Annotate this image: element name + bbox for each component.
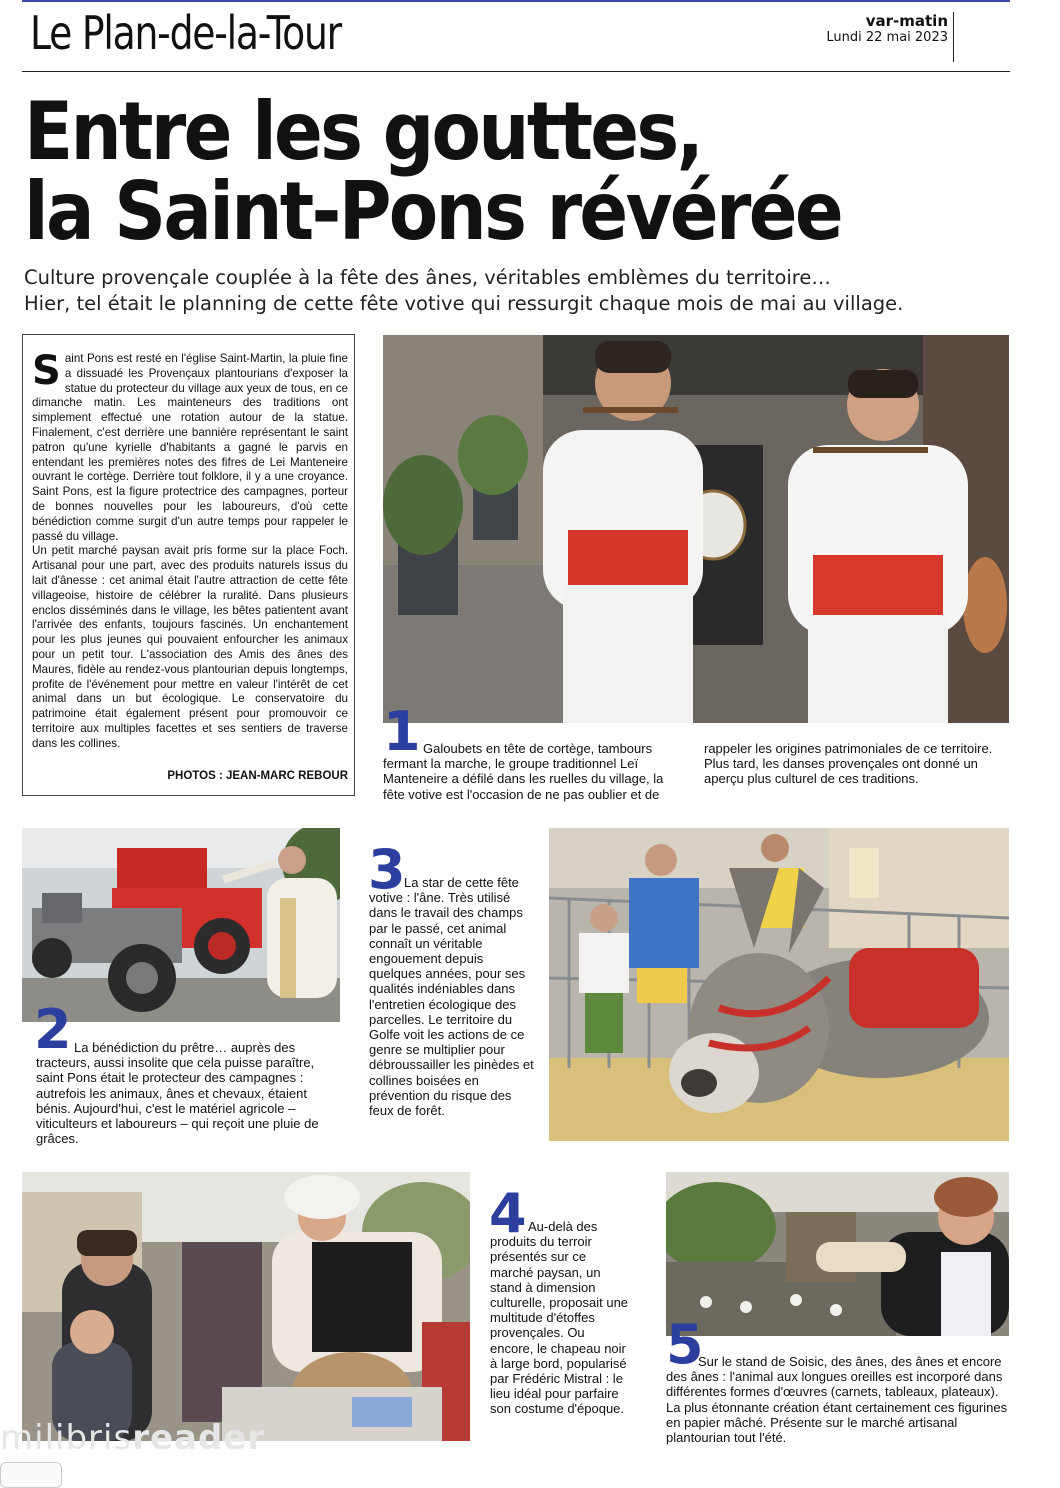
photo-fabrics-stand bbox=[22, 1172, 470, 1441]
headline-line-2: la Saint-Pons révérée bbox=[24, 165, 842, 258]
reader-watermark bbox=[0, 1418, 265, 1458]
article-body bbox=[32, 348, 348, 752]
deck-line-1: Culture provençale couplée à la fête des ânes, véritables emblèmes du territoire… bbox=[24, 266, 831, 289]
viewer-tab[interactable] bbox=[0, 1462, 62, 1488]
masthead-date: Lundi 22 mai 2023 bbox=[826, 30, 948, 45]
caption-1-col-1: Galoubets en tête de cortège, tambours fermant la marche, le groupe traditionnel Leï Manteneire a défilé dans les ruelles du village, la fête votive est l'occasion de ne pas oublier et de bbox=[383, 741, 664, 802]
article-dropcap: S bbox=[32, 348, 61, 394]
photo-donkey bbox=[549, 828, 1009, 1141]
caption-1-col-2: rappeler les origines patrimoniales de ce territoire. Plus tard, les danses provençales ont donné un aperçu plus culturel de ces traditions. bbox=[704, 741, 993, 787]
header-rule bbox=[22, 71, 1010, 72]
photo-tractors bbox=[22, 828, 340, 1022]
caption-5-text: Sur le stand de Soisic, des ânes, des ânes et encore des ânes : l'animal aux longues oreilles est incorporé dans différentes formes d'œuvres (carnets, tableaux, plateaux). La plus étonnante création étant certainement ces figurines en papier mâché. Présente sur le marché artisanal plantourian tout l'été. bbox=[666, 1354, 1008, 1446]
masthead-brand: var-matin bbox=[865, 12, 948, 30]
caption-2-number: 2 bbox=[34, 998, 72, 1061]
article-para-1: aint Pons est resté en l'église Saint-Martin, la pluie fine a dissuadé les Provençaux plantourians d'exposer la statue du protecteur du village aux yeux de tous, en ce dimanche matin. Les mainteneurs des traditions ont simplement effectué une rotation autour de la statue. Finalement, c'est derrière une bannière représentant le saint patron qu'une kyrielle d'habitants a gagné le parvis en entendant les premières notes des fifres de Lei Manteneire ouvrant le cortège. Derrière tout folklore, il y a une croyance. Saint Pons, est la figure protectrice des campagnes, porteur de bonnes nouvelles pour les laboureurs, d'où cette bénédiction comme surgit d'un autre temps pour rappeler le passé du village. bbox=[32, 352, 348, 543]
article-para-2: Un petit marché paysan avait pris forme sur la place Foch. Artisanal pour une part, avec des produits naturels issus du lait d'ânesse : cet animal était l'autre attraction de cette fête villageoise, histoire de célébrer la ruralité. Dans plusieurs enclos disséminés dans le village, les bêtes patientent avant l'arrivée des enfants, toujours fascinés. Un enchantement pour les plus jeunes qui pouvaient enfourcher les animaux pour un petit tour. L'association des Amis des ânes des Maures, fidèle au rendez-vous plantourian depuis longtemps, profite de l'événement pour mettre en valeur l'intérêt de cet animal dans un but écologique. Le conservatoire du patrimoine était également présent pour promouvoir ce territoire aux multiples facettes et ses sentiers de traverse dans les collines. bbox=[32, 544, 348, 750]
section-title: Le Plan-de-la-Tour bbox=[30, 6, 341, 60]
caption-2-text: La bénédiction du prêtre… auprès des tracteurs, aussi insolite que cela puisse paraître, saint Pons était le protecteur des campagnes : autrefois les animaux, ânes et chevaux, étaient bénis. Aujourd'hui, c'est le matériel agricole – viticulteurs et laboureurs – qui reçoit une pluie de grâces. bbox=[36, 1040, 319, 1147]
caption-4-text: Au-delà des produits du terroir présentés sur ce marché paysan, un stand à dimension culturelle, proposait une multitude d'étoffes provençales. Ou encore, le chapeau noir à large bord, popularisé par Frédéric Mistral : le lieu idéal pour parfaire son costume d'époque. bbox=[490, 1219, 629, 1417]
caption-4-number: 4 bbox=[489, 1182, 527, 1245]
caption-1-number: 1 bbox=[383, 700, 421, 763]
caption-3-number: 3 bbox=[368, 838, 406, 901]
deck bbox=[24, 265, 1024, 317]
top-rule bbox=[22, 0, 1010, 2]
caption-3-text: La star de cette fête votive : l'âne. Très utilisé dans le travail des champs par le passé, cet animal connaît un véritable engouement depuis quelques années, pour ses qualités indéniables dans l'entretien écologique des parcelles. Le territoire du Golfe voit les actions de ce genre se multiplier pour débroussailler les pinèdes et collines boisées en prévention du risque des feux de forêt. bbox=[369, 875, 534, 1119]
masthead-divider bbox=[953, 12, 954, 62]
photo-credit: PHOTOS : JEAN-MARC REBOUR bbox=[167, 770, 348, 782]
photo-soisic-stand bbox=[666, 1172, 1009, 1336]
headline bbox=[24, 85, 842, 258]
caption-5-number: 5 bbox=[666, 1313, 704, 1376]
headline-line-1: Entre les gouttes, bbox=[24, 85, 702, 178]
masthead bbox=[826, 12, 948, 45]
photo-procession bbox=[383, 335, 1009, 723]
deck-line-2: Hier, tel était le planning de cette fête votive qui ressurgit chaque mois de mai au village. bbox=[24, 292, 904, 315]
watermark-right: reader bbox=[132, 1418, 266, 1458]
watermark-left: milibris bbox=[0, 1418, 133, 1458]
